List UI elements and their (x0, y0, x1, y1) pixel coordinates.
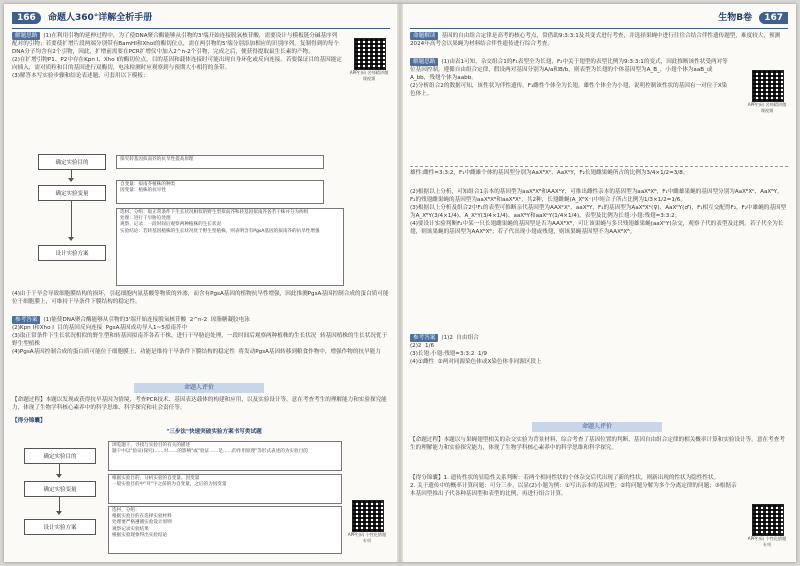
answer-block: 参考答案 (1)2 自由组合 (2)2 1/6 (3)长翅:小翅:残翅=3:3:2 1/9 (4)①雌性 ②两对同源染色体或X染色体非同源区段上 (410, 335, 542, 366)
header-rule (12, 28, 390, 29)
analysis-paragraph: 解题思路 (1)由表1可知，杂交组合1的F₁表型全为长翅，F₂中关于翅型的表型比例为9:3:3:1的变式，因此推断该性状受两对等位基因控制，遵循自由组合定律，假设两对基因分别为A/a和B/b，则表型为长翅的个体基因型为A_B_，小翅个体为aaB_或A_bb，残翅个体为aabb。 (2)分析组合2的数据可知，该性状为伴性遗传，F₁雌性个体全为长翅，雄性个体全为小翅，说明控制该性状的基因有一对位于X染色体上。 (410, 59, 728, 98)
method-note-3: 选材，分组： 根据实验目的在选择实验材料 处理要严格遵循实验设计原则 观察记录实验结果 根据实验现象得出实验结论 (108, 506, 342, 554)
analysis-paragraph-4: (4)由于干旱会导致细胞膜结构的损坏，引起细胞内氨基酸等物质的外渗，而含有PgsA基因的植物抗旱性增强，因此推测PgsA基因控制合成的蛋白质可能位于细胞膜上，可维持干旱条件下膜结构的稳定性。 (12, 291, 389, 306)
hint-line: 雄性:雌性=3:3:2，F₁中雌雄个体的基因型分别为AaXᴮXᵇ、AaXᵇY，F₂长翅雌果蝇所占的比例为3/4×1/2=3/8。 (410, 166, 788, 177)
analysis-tag: 解题思路 (410, 58, 438, 66)
evaluation-text: 【命题过程】本题以发现或获得抗旱基因为情境，考查PCR技术、基因表达载体的构建和应用，以及实验设计等，意在考查考生的理解能力和实验探究能力，体现了生物学科核心素养中的科学思维、科学探究和社会责任等。 (12, 397, 387, 412)
page-number: 166 (12, 12, 41, 24)
book-spread (4, 4, 796, 562)
qr-code-icon[interactable] (752, 504, 784, 536)
flow-arrow (59, 463, 60, 477)
right-header (718, 10, 788, 26)
left-header (12, 10, 152, 26)
answer-block: 参考答案 (1)能使DNA聚合酶能够从引物的3'端开始连接脱氧核苷酸 2^n-2 琼脂糖凝胶电泳 (2)Kpn Ⅰ和Xho Ⅰ 目的基因反向连接 PgsA基因成功导入1~5拟南芥中 (3)取正常条件下生长状况相似的野生型和转基因拟南芥各若干株，进行干旱胁迫处理，一段时间后观察两种植株的生长状况 转基因植株的生长状况优于野生型植株 (4)PgsA基因控制合成的蛋白质可能位于细胞膜上，功能是维持干旱条件下膜结构的稳定性 将发动PgsA基因转移到粮食作物中，增强作物的抗旱能力 (12, 317, 388, 356)
right-page (402, 4, 796, 562)
qr-caption: APP扫码 名师精讲微课视频 (747, 102, 787, 113)
flow-step-2: 确定实验变量 (38, 185, 106, 201)
flow-step-3: 设计实验方案 (38, 245, 106, 261)
book-section: 生物B卷 (718, 13, 753, 23)
answer-tag: 参考答案 (12, 316, 40, 324)
flow-note-3: 选材、分组：取正常条件下生长状况相似的野生型拟南芥和转基因拟南芥各若干株并分为两组 处理：进行干旱胁迫处理 观察、记录：一段时间后观察两种植株的生长状况 实验结论：若转基因植株的生长状况优于野生型植株，则表明含有PgsA基因的拟南芥的抗旱性增强 (116, 208, 344, 286)
method-note-2: 根据实验目的，分析实验的自变量、因变量 一般实验目的中"对"字之前的为自变量，之后的为因变量 (108, 474, 342, 504)
flow-arrow (71, 200, 72, 240)
book-title: 命题人360°详解全析手册 (47, 13, 153, 23)
analysis-tag: 解题思路 (12, 32, 40, 40)
qr-caption: APP扫码 名师精讲微课视频 (349, 70, 389, 81)
qr-code-icon[interactable] (352, 500, 384, 532)
flow-note-1: 探究转基因拟南芥的抗旱性提高原理 (116, 155, 324, 169)
tips-text: 【得分锦囊】1. 遗传性状的显隐性关系判断：若两个相同性状的个体杂交后代出现了新的性状，则新出现的性状为隐性性状。 2. 关于遗传中的概率计算问题：可分三步，以显(2)小题为例：①写出亲本的基因型；②将问题分解为多个分离定律的问题；③根据亲本基因型推出子代各种基因型和表型的比例，再进行组合计算。 (410, 475, 737, 498)
analysis-paragraph: 解题思路 (1)在利用引物的延伸过程中，为了使DNA聚合酶能够从引物的3'端开始连接脱氧核苷酸，需要设计与模板链分碱基序列配对的引物；若要使扩增片段两端分别带有BamHⅠ和XhoⅠ的酶切位点，需在两引物的5'端分别添加相应的识别序列。复制得到的每个DNA分子均含有2个引物，因此，扩增前需要在PCR扩增仪中加入2^n-2个引物，完成之后，便获得提取鼠生长素的产物。 (2)在扩增引物P1、P2中存在Kpn Ⅰ、Xho Ⅰ的酶切位点，目的基因和载体连接时可能出现自身环化或反向连接。若要保证目的基因能定向插入，需对质粒和目的基因进行双酶切，电泳检测时应观察到与预期大小相符的条带。 (3)解答本写实验步骤和结论表述题，可套用以下模板： (12, 33, 342, 80)
method-step-2: 确定实验变量 (24, 481, 96, 497)
left-page (4, 4, 398, 562)
method-note-1: 浏览题干，寻找与实验目的有关的描述 题干中以"验证(探究)……对……的影响"或"验证……是……的作用原理"等形式表述的为实验目的 (108, 441, 342, 471)
qr-code-icon[interactable] (354, 38, 386, 70)
method-step-1: 确定实验目的 (24, 448, 96, 464)
answer-tag: 参考答案 (410, 334, 438, 342)
header-rule (410, 28, 788, 29)
evaluation-text: 【命题过程】本题以与果蝇翅型相关的杂交实验为背景材料，综合考查了基因位置的判断、基因自由组合定律的相关概率计算和实验设计等。意在考查考生的理解能力和实验探究能力，体现了生物学科核心素养中的科学思维和科学探究。 (410, 437, 785, 452)
evaluation-band: 命题人评价 (134, 383, 264, 393)
method-tag: 【得分锦囊】 (12, 418, 46, 424)
intro-tag: 命题解读 (410, 32, 438, 40)
flow-step-1: 确定实验目的 (38, 154, 106, 170)
evaluation-band: 命题人评价 (532, 422, 662, 432)
method-title: "三步法"快速突破实验方案书写类试题 (166, 429, 262, 435)
analysis-paragraph-2: (2)根据以上分析，可知组合1亲本的基因型为aaXᴮXᴮ和AAXᵇY，可推出雌性亲本的基因型为aaXᴮXᴮ，F₁中雌雄果蝇的基因型分别为AaXᴮXᵇ、AaXᴮY，F₂的残翅雌果蝇的基因型为aaXᴮXᴮ和aaXᴮXᵇ，共2种，长翅雌蝇(A_XᴮX⁻)中纯合子所占比例为1/3×1/2=1/6。 (3)根据以上分析及组合2中F₁的表型可推断亲代基因型为AAXᵇXᵇ、aaXᴮY，F₁的基因型为AaXᴮXᵇ(♀)、AaXᵇY(♂)，F₁相互交配得F₂，F₂中雄蝇的基因型为A_XᴮY(3/4×1/4)、A_XᵇY(3/4×1/4)、aaXᴮY和aaXᵇY(1/4×1/4)，表型及比例为长翅:小翅:残翅=3:3:2。 (4)要设计实验判断F₂中某一只长翅雌果蝇的基因型是否为AAXᴮXᴮ，可让该果蝇与多只残翅雄果蝇(aaXᵇY)杂交，观察子代的表型及比例。若子代全为长翅，则该果蝇的基因型为AAXᴮXᴮ；若子代出现小翅或残翅，则该果蝇基因型不为AAXᴮXᴮ。 (410, 189, 787, 236)
page-number: 167 (759, 12, 788, 24)
method-step-3: 设计实验方案 (24, 519, 96, 535)
qr-code-icon[interactable] (752, 70, 784, 102)
qr-caption: APP扫码 个性化错题专项 (347, 532, 387, 543)
qr-caption: APP扫码 个性化错题专项 (747, 536, 787, 547)
flow-arrow (71, 169, 72, 181)
flow-arrow (59, 496, 60, 514)
flow-note-2: 自变量：拟南芥植株的种类 因变量：植株的抗旱性 (116, 180, 324, 204)
intro-paragraph: 命题解读 基因的自由组合定律是高考的核心考点，常借助9:3:3:1及其变式进行考查，并选择果蝇中进行往往合结合伴性遗传题型，难度较大，预测2024年高考会以果蝇为材料结合伴性遗传进行综合考查。 (410, 33, 781, 48)
